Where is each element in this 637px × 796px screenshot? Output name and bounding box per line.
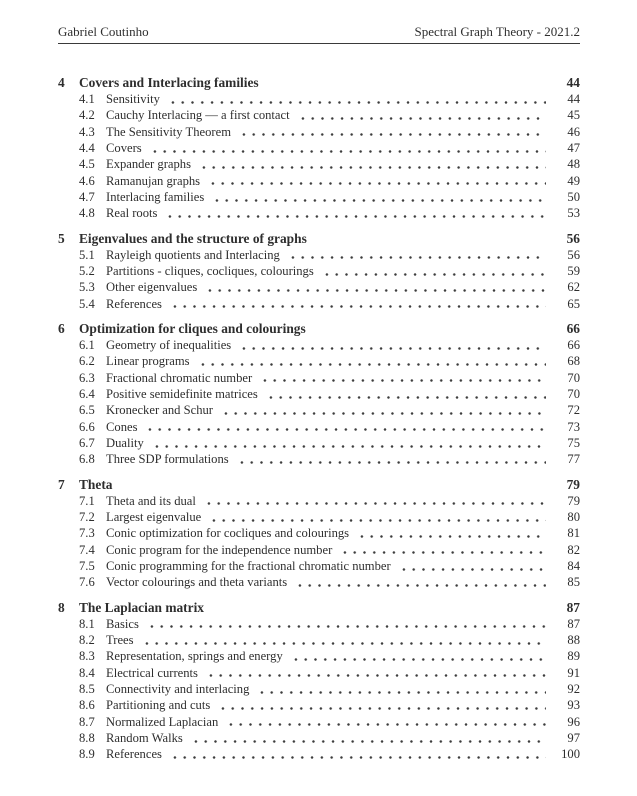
header-title: Spectral Graph Theory - 2021.2 xyxy=(414,24,580,39)
toc-entry-title: Kronecker and Schur xyxy=(106,403,214,418)
toc-entry-page: 100 xyxy=(561,747,580,762)
toc-entry-number: 6.1 xyxy=(79,337,95,352)
toc-entry xyxy=(79,124,580,140)
dot-leader xyxy=(197,156,546,172)
dot-leader xyxy=(207,509,546,525)
toc-entry xyxy=(79,370,580,386)
toc-entry-title: Conic optimization for cocliques and colourings xyxy=(106,526,350,541)
toc-section-number: 4 xyxy=(58,75,65,90)
toc-entry-number: 5.1 xyxy=(79,247,95,262)
toc-section-number: 5 xyxy=(58,230,65,246)
toc-entry-title: Random Walks xyxy=(106,730,183,745)
dot-leader xyxy=(286,247,546,263)
toc-entry-number: 4.5 xyxy=(79,157,95,172)
toc-entry-page: 47 xyxy=(567,140,580,155)
toc-entry-number: 6.7 xyxy=(79,435,95,450)
toc-entry-title: Real roots xyxy=(106,206,158,221)
toc-entry xyxy=(79,173,580,189)
dot-leader xyxy=(166,91,546,107)
toc-entry-page: 46 xyxy=(567,124,580,139)
dot-leader xyxy=(143,419,546,435)
dot-leader xyxy=(168,296,546,312)
dot-leader xyxy=(163,205,546,221)
toc-section-page: 87 xyxy=(566,599,580,615)
dot-leader xyxy=(237,124,546,140)
toc-section-number: 6 xyxy=(58,320,65,336)
toc-entry-number: 5.2 xyxy=(79,263,95,278)
toc-section xyxy=(58,74,580,222)
toc-entry xyxy=(79,509,580,525)
toc-entry-page: 85 xyxy=(567,575,580,590)
toc-entry xyxy=(79,263,580,279)
toc-entry xyxy=(79,419,580,435)
toc-entry-title: Basics xyxy=(106,616,139,631)
toc-entry xyxy=(79,156,580,172)
toc-entry-page: 68 xyxy=(567,354,580,369)
toc-section-title: Theta xyxy=(79,476,113,492)
toc-entry-page: 45 xyxy=(567,108,580,123)
toc-entry-page: 66 xyxy=(567,337,580,352)
toc-entry-title: Representation, springs and energy xyxy=(106,649,283,664)
dot-leader xyxy=(338,542,546,558)
toc-entry-title: Partitions - cliques, cocliques, colourings xyxy=(106,263,314,278)
toc-section-page: 79 xyxy=(566,476,580,492)
dot-leader xyxy=(293,574,546,590)
toc-section xyxy=(58,230,580,312)
toc-entry-number: 6.4 xyxy=(79,386,95,401)
toc-entry-number: 7.1 xyxy=(79,493,95,508)
dot-leader xyxy=(204,665,546,681)
toc-entry-number: 8.9 xyxy=(79,747,95,762)
toc-entry-title: Trees xyxy=(106,632,134,647)
toc-entry-page: 73 xyxy=(567,419,580,434)
toc-entry xyxy=(79,296,580,312)
toc-section-title: Eigenvalues and the structure of graphs xyxy=(79,230,307,246)
toc-entry-number: 6.6 xyxy=(79,419,95,434)
toc-entry-number: 7.3 xyxy=(79,526,95,541)
toc-entry-title: Electrical currents xyxy=(106,665,198,680)
toc-entry-number: 7.5 xyxy=(79,558,95,573)
toc-entry-number: 8.5 xyxy=(79,681,95,696)
toc-section-entries xyxy=(79,493,580,591)
toc-entry-page: 96 xyxy=(567,714,580,729)
dot-leader xyxy=(145,616,546,632)
toc-section-number: 8 xyxy=(58,599,65,615)
toc-entry-title: Duality xyxy=(106,435,144,450)
toc-section-page: 56 xyxy=(566,230,580,246)
toc-entry-title: Ramanujan graphs xyxy=(106,173,201,188)
toc-entry-page: 70 xyxy=(567,386,580,401)
toc-entry-number: 4.8 xyxy=(79,206,95,221)
dot-leader xyxy=(148,140,546,156)
dot-leader xyxy=(150,435,546,451)
toc-entry-page: 49 xyxy=(567,173,580,188)
dot-leader xyxy=(206,173,546,189)
toc-entry-title: Expander graphs xyxy=(106,157,191,172)
toc-section-heading xyxy=(58,74,580,91)
toc-entry xyxy=(79,542,580,558)
dot-leader xyxy=(203,279,546,295)
toc-entry-page: 44 xyxy=(567,92,580,106)
toc-entry-page: 84 xyxy=(567,558,580,573)
toc-entry xyxy=(79,616,580,632)
dot-leader xyxy=(210,189,546,205)
dot-leader xyxy=(216,697,546,713)
header-author: Gabriel Coutinho xyxy=(58,24,149,39)
toc-entry-title: Normalized Laplacian xyxy=(106,714,219,729)
toc-entry-number: 6.3 xyxy=(79,370,95,385)
dot-leader xyxy=(397,558,546,574)
dot-leader xyxy=(264,386,546,402)
toc-section-page: 66 xyxy=(566,320,580,336)
toc-entry-title: References xyxy=(106,747,162,762)
toc-section xyxy=(58,599,580,763)
toc-entry xyxy=(79,665,580,681)
toc-entry-number: 6.8 xyxy=(79,452,95,467)
dot-leader xyxy=(224,714,546,730)
toc-entry-number: 4.4 xyxy=(79,140,95,155)
toc-entry-page: 75 xyxy=(567,435,580,450)
toc-entry-title: Linear programs xyxy=(106,354,190,369)
toc-entry xyxy=(79,574,580,590)
toc-entry xyxy=(79,91,580,107)
toc-entry-page: 59 xyxy=(567,263,580,278)
toc-entry-page: 79 xyxy=(567,493,580,508)
toc-section-title: Covers and Interlacing families xyxy=(79,75,259,90)
table-of-contents xyxy=(58,74,580,762)
toc-entry xyxy=(79,140,580,156)
toc-entry-number: 7.6 xyxy=(79,575,95,590)
toc-entry-number: 4.6 xyxy=(79,173,95,188)
toc-entry-page: 72 xyxy=(567,403,580,418)
toc-entry-title: Partitioning and cuts xyxy=(106,698,211,713)
page-header xyxy=(58,24,580,44)
toc-entry xyxy=(79,402,580,418)
toc-entry-title: Largest eigenvalue xyxy=(106,509,202,524)
toc-entry-page: 77 xyxy=(567,452,580,467)
toc-entry-page: 91 xyxy=(567,665,580,680)
toc-entry xyxy=(79,632,580,648)
toc-entry xyxy=(79,558,580,574)
dot-leader xyxy=(219,402,546,418)
toc-section-entries xyxy=(79,247,580,312)
dot-leader xyxy=(140,632,546,648)
toc-entry xyxy=(79,189,580,205)
toc-section-heading xyxy=(58,230,580,247)
toc-entry-number: 5.4 xyxy=(79,296,95,311)
toc-entry-number: 6.2 xyxy=(79,354,95,369)
toc-entry-page: 92 xyxy=(567,681,580,696)
toc-entry xyxy=(79,697,580,713)
toc-entry-number: 8.4 xyxy=(79,665,95,680)
toc-entry-page: 88 xyxy=(567,632,580,647)
toc-entry-title: Connectivity and interlacing xyxy=(106,681,250,696)
toc-entry xyxy=(79,107,580,123)
toc-entry-title: Cauchy Interlacing — a first contact xyxy=(106,108,290,123)
toc-entry-number: 8.6 xyxy=(79,698,95,713)
toc-entry xyxy=(79,714,580,730)
dot-leader xyxy=(237,337,546,353)
toc-entry xyxy=(79,386,580,402)
toc-entry-number: 8.8 xyxy=(79,730,95,745)
toc-entry-title: Conic programming for the fractional chromatic number xyxy=(106,558,391,573)
dot-leader xyxy=(296,107,546,123)
toc-entry xyxy=(79,681,580,697)
toc-entry-number: 4.1 xyxy=(79,92,95,106)
toc-entry-title: Three SDP formulations xyxy=(106,452,229,467)
toc-section-page: 44 xyxy=(566,75,580,90)
toc-entry-title: Conic program for the independence number xyxy=(106,542,333,557)
toc-entry-number: 7.4 xyxy=(79,542,95,557)
toc-entry-page: 80 xyxy=(567,509,580,524)
toc-entry-page: 89 xyxy=(567,649,580,664)
toc-entry-page: 81 xyxy=(567,526,580,541)
toc-entry-number: 8.2 xyxy=(79,632,95,647)
toc-section-heading xyxy=(58,320,580,337)
toc-entry xyxy=(79,435,580,451)
toc-section-title: The Laplacian matrix xyxy=(79,599,204,615)
toc-entry-title: Interlacing families xyxy=(106,189,205,204)
toc-entry xyxy=(79,279,580,295)
toc-section-heading xyxy=(58,476,580,493)
toc-entry-number: 6.5 xyxy=(79,403,95,418)
toc-entry xyxy=(79,337,580,353)
toc-section xyxy=(58,320,580,468)
toc-entry-number: 5.3 xyxy=(79,280,95,295)
toc-entry xyxy=(79,353,580,369)
toc-entry-page: 53 xyxy=(567,206,580,221)
toc-entry-title: Rayleigh quotients and Interlacing xyxy=(106,247,280,262)
dot-leader xyxy=(320,263,546,279)
toc-entry-page: 82 xyxy=(567,542,580,557)
toc-entry-page: 56 xyxy=(567,247,580,262)
toc-entry-title: Positive semidefinite matrices xyxy=(106,386,258,401)
toc-entry xyxy=(79,648,580,664)
toc-entry xyxy=(79,525,580,541)
toc-entry-page: 62 xyxy=(567,280,580,295)
toc-entry-title: Covers xyxy=(106,140,142,155)
toc-entry-page: 65 xyxy=(567,296,580,311)
dot-leader xyxy=(168,746,546,762)
dot-leader xyxy=(258,370,546,386)
toc-entry-page: 87 xyxy=(567,616,580,631)
dot-leader xyxy=(189,730,546,746)
toc-entry-title: Fractional chromatic number xyxy=(106,370,253,385)
toc-entry xyxy=(79,451,580,467)
toc-section-number: 7 xyxy=(58,476,65,492)
toc-entry-number: 7.2 xyxy=(79,509,95,524)
toc-section-entries xyxy=(79,616,580,763)
toc-entry-title: References xyxy=(106,296,162,311)
toc-entry xyxy=(79,746,580,762)
toc-entry-number: 4.3 xyxy=(79,124,95,139)
toc-entry-title: Vector colourings and theta variants xyxy=(106,575,288,590)
toc-section xyxy=(58,476,580,591)
dot-leader xyxy=(235,451,546,467)
toc-entry-number: 4.7 xyxy=(79,189,95,204)
toc-section-heading xyxy=(58,599,580,616)
toc-entry-number: 8.1 xyxy=(79,616,95,631)
toc-entry-title: Geometry of inequalities xyxy=(106,337,232,352)
toc-entry-title: Theta and its dual xyxy=(106,493,196,508)
dot-leader xyxy=(355,525,546,541)
toc-entry-number: 8.7 xyxy=(79,714,95,729)
toc-entry-title: Other eigenvalues xyxy=(106,280,198,295)
dot-leader xyxy=(255,681,546,697)
dot-leader xyxy=(289,648,546,664)
toc-entry-page: 93 xyxy=(567,698,580,713)
dot-leader xyxy=(202,493,546,509)
toc-entry xyxy=(79,730,580,746)
toc-entry-page: 48 xyxy=(567,157,580,172)
toc-entry-title: Cones xyxy=(106,419,138,434)
dot-leader xyxy=(196,353,546,369)
toc-entry-number: 4.2 xyxy=(79,108,95,123)
toc-entry xyxy=(79,247,580,263)
toc-entry-page: 50 xyxy=(567,189,580,204)
toc-entry xyxy=(79,205,580,221)
toc-entry xyxy=(79,493,580,509)
toc-section-title: Optimization for cliques and colourings xyxy=(79,320,306,336)
toc-entry-page: 70 xyxy=(567,370,580,385)
toc-entry-title: The Sensitivity Theorem xyxy=(106,124,231,139)
toc-entry-title: Sensitivity xyxy=(106,92,160,106)
toc-section-entries xyxy=(79,337,580,468)
toc-entry-number: 8.3 xyxy=(79,649,95,664)
toc-entry-page: 97 xyxy=(567,730,580,745)
toc-section-entries xyxy=(79,91,580,222)
